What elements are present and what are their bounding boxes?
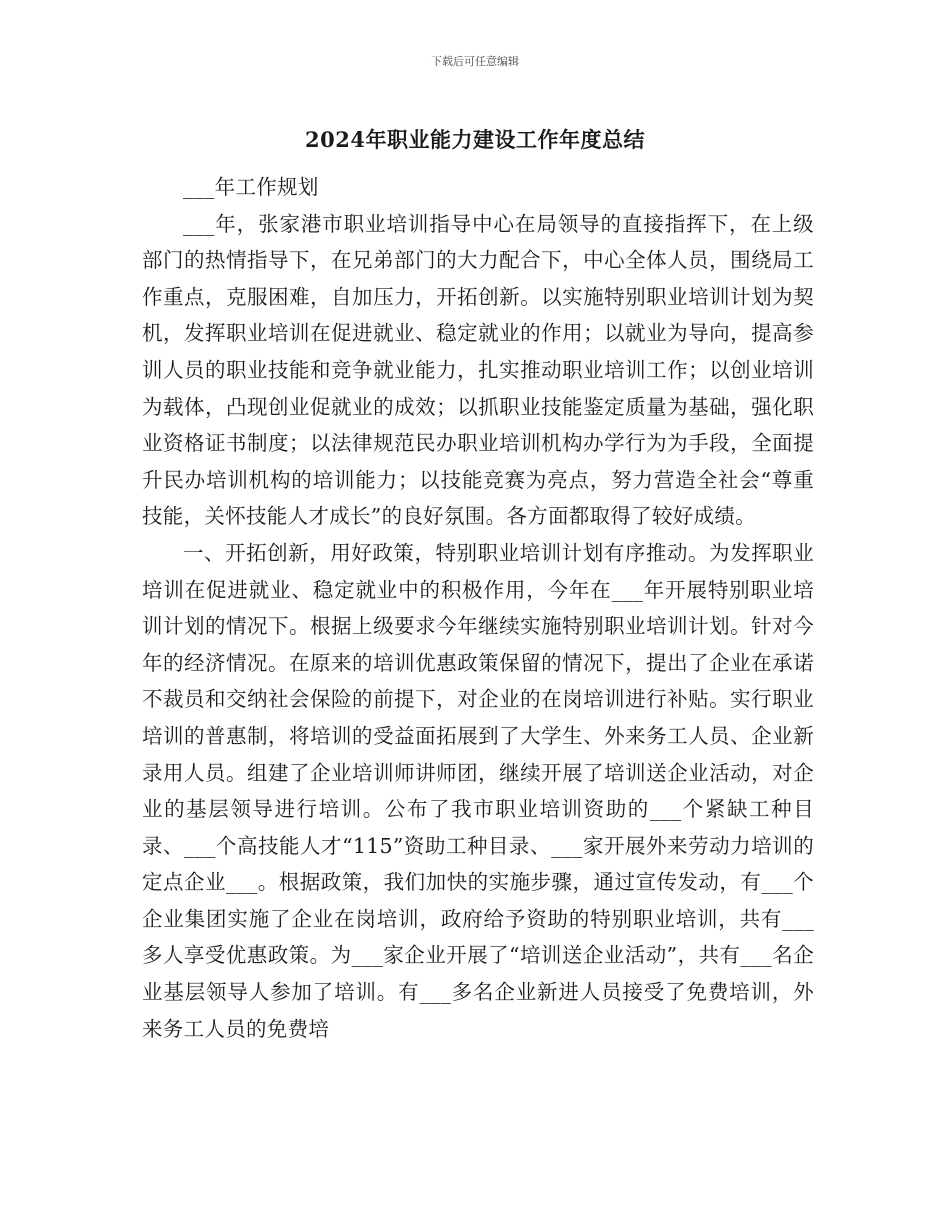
section-heading: ___年工作规划: [183, 175, 319, 199]
body-paragraph: 一、开拓创新，用好政策，特别职业培训计划有序推动。为发挥职业培训在促进就业、稳定就业中的积极作用，今年在___年开展特别职业培训计划的情况下。根据上级要求今年继续实施特别职业培训计划。针对今年的经济情况。在原来的培训优惠政策保留的情况下，提出了企业在承诺不裁员和交纳社会保险的前提下，对企业的在岗培训进行补贴。实行职业培训的普惠制，将培训的受益面拓展到了大学生、外来务工人员、企业新录用人员。组建了企业培训师讲师团，继续开展了培训送企业活动，对企业的基层领导进行培训。公布了我市职业培训资助的___个紧缺工种目录、___个高技能人才“115”资助工种目录、___家开展外来劳动力培训的定点企业___。根据政策，我们加快的实施步骤，通过宣传发动，有___个企业集团实施了企业在岗培训，政府给予资助的特别职业培训，共有___多人享受优惠政策。为___家企业开展了“培训送企业活动”，共有___名企业基层领导人参加了培训。有___多名企业新进人员接受了免费培训，外来务工人员的免费培: [142, 540, 814, 1041]
document-title: 2024年职业能力建设工作年度总结: [305, 127, 645, 152]
body-paragraph: ___年，张家港市职业培训指导中心在局领导的直接指挥下，在上级部门的热情指导下，在兄弟部门的大力配合下，中心全体人员，围绕局工作重点，克服困难，自加压力，开拓创新。以实施特别职业培训计划为契机，发挥职业培训在促进就业、稳定就业的作用；以就业为导向，提高参训人员的职业技能和竞争就业能力，扎实推动职业培训工作；以创业培训为载体，凸现创业促就业的成效；以抓职业技能鉴定质量为基础，强化职业资格证书制度；以法律规范民办职业培训机构办学行为为手段，全面提升民办培训机构的培训能力；以技能竞赛为亮点，努力营造全社会“尊重技能，关怀技能人才成长”的良好氛围。各方面都取得了较好成绩。: [142, 211, 814, 529]
header-note: 下载后可任意编辑: [431, 55, 519, 68]
document-body: [142, 169, 814, 1047]
